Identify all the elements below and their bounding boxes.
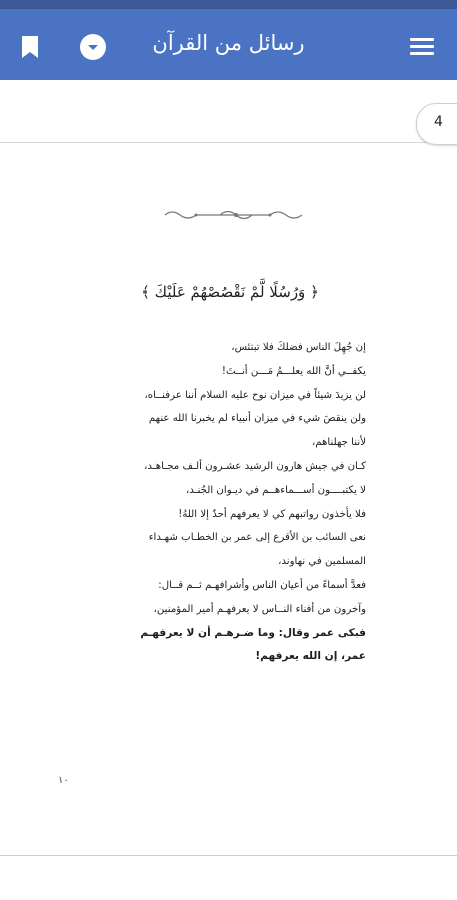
text-line: فلا يأخذون رواتبهم كي لا يعرفهم أحدٌ إلا اللهُ! bbox=[178, 508, 366, 520]
page-number-bar bbox=[0, 80, 457, 143]
text-line: وآخرون من أفناء النــاس لا يعرفهـم أمير المؤمنين، bbox=[153, 603, 366, 615]
text-line: ولن ينقصَ شيء في ميزان أنبياء لم يخبرنا الله عنهم bbox=[148, 413, 366, 425]
text-line: لا يكتبــــون أســـماءهــم في ديـوان الجُنـد، bbox=[185, 484, 366, 496]
quran-verse: ﴿ وَرُسُلًا لَّمْ نَقْصُصْهُمْ عَلَيْكَ ﴾ bbox=[141, 283, 319, 301]
text-line-bold: فبكى عمر وقال: وما ضـرهـم أن لا يعرفهـم bbox=[140, 626, 366, 639]
text-line: نعى السائب بن الأقرع إلى عمر بن الخطـاب شهـداء bbox=[148, 532, 366, 544]
printed-page-number: ١٠ bbox=[58, 775, 69, 786]
text-line-bold: عمر، إن الله يعرفهم! bbox=[255, 650, 366, 663]
hamburger-menu-icon[interactable] bbox=[410, 38, 434, 56]
text-line: المسلمين في نهاوند، bbox=[278, 556, 366, 568]
text-line: لأننا جهلناهم، bbox=[311, 437, 366, 449]
text-line: فعدَّ أسماءً من أعيان الناس وأشرافهـم ثــم قــال: bbox=[158, 579, 366, 591]
text-line: يكفــي أنَّ الله يعلـــمُ مَـــن أنــتَ! bbox=[221, 365, 366, 377]
text-line: إن جُهِلَ الناس فضلكَ فلا تبتئس، bbox=[231, 342, 366, 353]
ornament-divider-icon bbox=[160, 205, 307, 225]
text-line: لن يزيدَ شيئاً في ميزان نوح عليه السلام أننا عرفنــاه، bbox=[144, 389, 366, 401]
app-bar bbox=[0, 9, 457, 80]
status-bar bbox=[0, 0, 457, 9]
page-number-pill[interactable] bbox=[416, 103, 457, 145]
page-body-text bbox=[92, 336, 366, 669]
text-line: كـان في جيش هارون الرشيد عشـرون ألـف مجـاهـد، bbox=[144, 460, 366, 472]
page-number: 4 bbox=[434, 114, 443, 130]
divider bbox=[0, 855, 457, 856]
app-title: رسائل من القرآن bbox=[152, 31, 305, 55]
